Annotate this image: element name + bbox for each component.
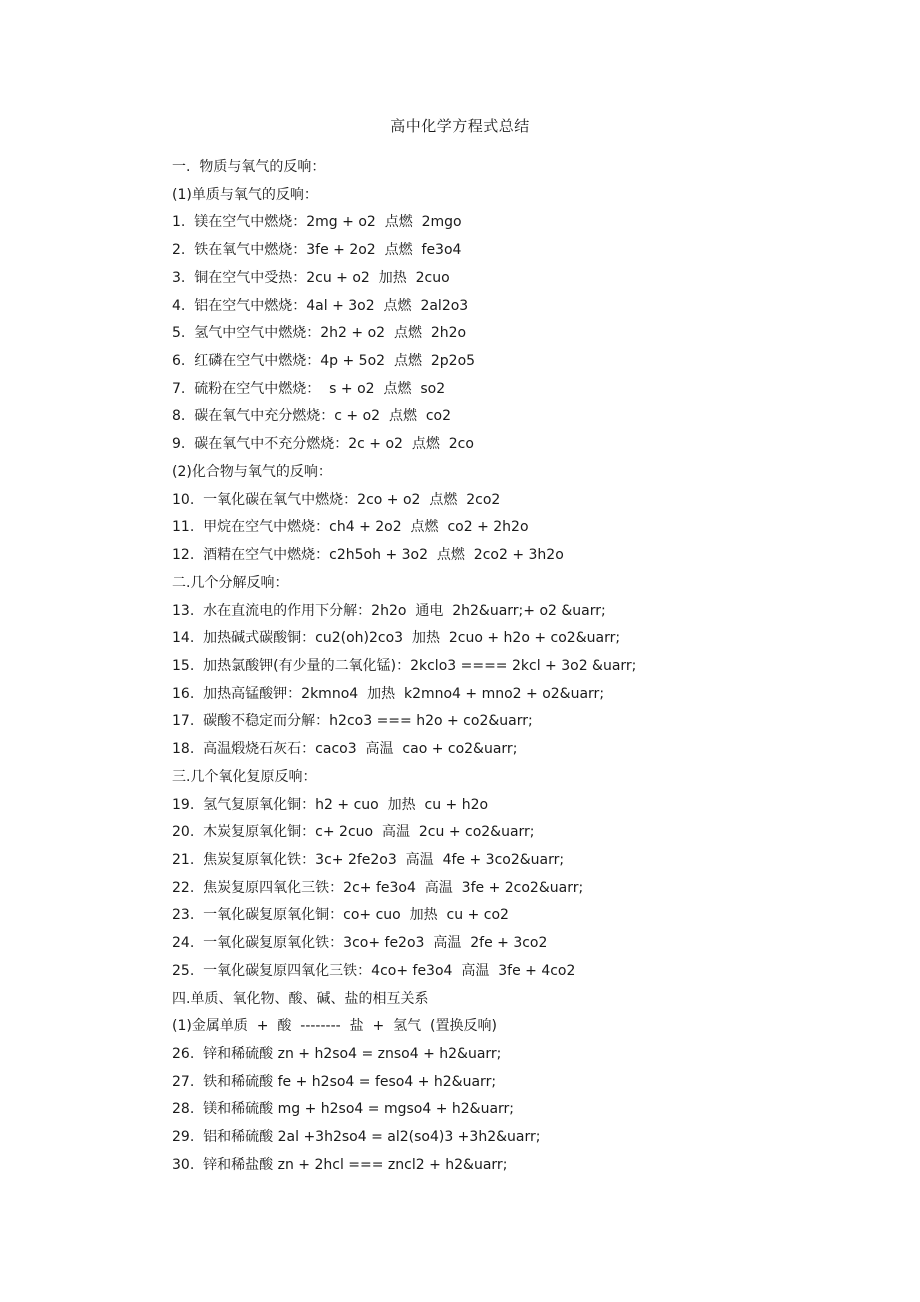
document-line: (1)金属单质 + 酸 -------- 盐 + 氢气 (置换反响) bbox=[172, 1018, 497, 1035]
document-line: 29. 铝和稀硫酸 2al +3h2so4 = al2(so4)3 +3h2&uarr; bbox=[172, 1129, 541, 1146]
document-body bbox=[172, 154, 872, 1180]
document-line: 二.几个分解反响： bbox=[172, 574, 289, 591]
document-line: 5. 氢气中空气中燃烧：2h2 + o2 点燃 2h2o bbox=[172, 325, 467, 342]
document-line: 24. 一氧化碳复原氧化铁：3co+ fe2o3 高温 2fe + 3co2 bbox=[172, 935, 548, 952]
document-line: 3. 铜在空气中受热：2cu + o2 加热 2cuo bbox=[172, 269, 450, 286]
document-line: (2)化合物与氧气的反响： bbox=[172, 463, 332, 480]
document-line: 11. 甲烷在空气中燃烧：ch4 + 2o2 点燃 co2 + 2h2o bbox=[172, 519, 529, 536]
document-line: 16. 加热高锰酸钾：2kmno4 加热 k2mno4 + mno2 + o2&uarr; bbox=[172, 685, 605, 702]
document-line: 17. 碳酸不稳定而分解：h2co3 === h2o + co2&uarr; bbox=[172, 713, 533, 730]
document-line: 4. 铝在空气中燃烧：4al + 3o2 点燃 2al2o3 bbox=[172, 297, 469, 314]
document-line: 一. 物质与氧气的反响： bbox=[172, 159, 326, 175]
document-line: 25. 一氧化碳复原四氧化三铁：4co+ fe3o4 高温 3fe + 4co2 bbox=[172, 962, 576, 979]
document-line: 1. 镁在空气中燃烧：2mg + o2 点燃 2mgo bbox=[172, 214, 462, 231]
document-line: 2. 铁在氧气中燃烧：3fe + 2o2 点燃 fe3o4 bbox=[172, 242, 462, 259]
document-line: 15. 加热氯酸钾(有少量的二氧化锰)：2kclo3 ==== 2kcl + 3o2 &uarr; bbox=[172, 657, 637, 674]
document-line: 23. 一氧化碳复原氧化铜：co+ cuo 加热 cu + co2 bbox=[172, 907, 509, 924]
document-line: 26. 锌和稀硫酸 zn + h2so4 = znso4 + h2&uarr; bbox=[172, 1046, 502, 1062]
document-line: 7. 硫粉在空气中燃烧： s + o2 点燃 so2 bbox=[172, 380, 446, 397]
document-line: 10. 一氧化碳在氧气中燃烧：2co + o2 点燃 2co2 bbox=[172, 491, 501, 508]
document-line: 四.单质、氧化物、酸、碱、盐的相互关系 bbox=[172, 990, 429, 1007]
document-line: 28. 镁和稀硫酸 mg + h2so4 = mgso4 + h2&uarr; bbox=[172, 1101, 515, 1118]
document-line: 19. 氢气复原氧化铜：h2 + cuo 加热 cu + h2o bbox=[172, 796, 489, 813]
document-line: 9. 碳在氧气中不充分燃烧：2c + o2 点燃 2co bbox=[172, 436, 474, 453]
document-line: 30. 锌和稀盐酸 zn + 2hcl === zncl2 + h2&uarr; bbox=[172, 1156, 508, 1173]
document-line: 12. 酒精在空气中燃烧：c2h5oh + 3o2 点燃 2co2 + 3h2o bbox=[172, 547, 564, 564]
document-line: 14. 加热碱式碳酸铜：cu2(oh)2co3 加热 2cuo + h2o + co2&uarr; bbox=[172, 630, 621, 647]
document-line: 22. 焦炭复原四氧化三铁：2c+ fe3o4 高温 3fe + 2co2&uarr; bbox=[172, 879, 584, 896]
document-line: 8. 碳在氧气中充分燃烧：c + o2 点燃 co2 bbox=[172, 408, 452, 425]
document-title: 高中化学方程式总结 bbox=[390, 117, 530, 135]
document-line: 21. 焦炭复原氧化铁：3c+ 2fe2o3 高温 4fe + 3co2&uarr; bbox=[172, 851, 565, 868]
document-line: 18. 高温煅烧石灰石：caco3 高温 cao + co2&uarr; bbox=[172, 741, 518, 758]
document-line: (1)单质与氧气的反响： bbox=[172, 186, 318, 203]
document-line: 三.几个氧化复原反响： bbox=[172, 768, 317, 785]
document-line: 13. 水在直流电的作用下分解：2h2o 通电 2h2&uarr;+ o2 &uarr; bbox=[172, 602, 606, 619]
document-line: 20. 木炭复原氧化铜：c+ 2cuo 高温 2cu + co2&uarr; bbox=[172, 824, 535, 841]
document-line: 27. 铁和稀硫酸 fe + h2so4 = feso4 + h2&uarr; bbox=[172, 1073, 497, 1090]
document-line: 6. 红磷在空气中燃烧：4p + 5o2 点燃 2p2o5 bbox=[172, 353, 476, 370]
